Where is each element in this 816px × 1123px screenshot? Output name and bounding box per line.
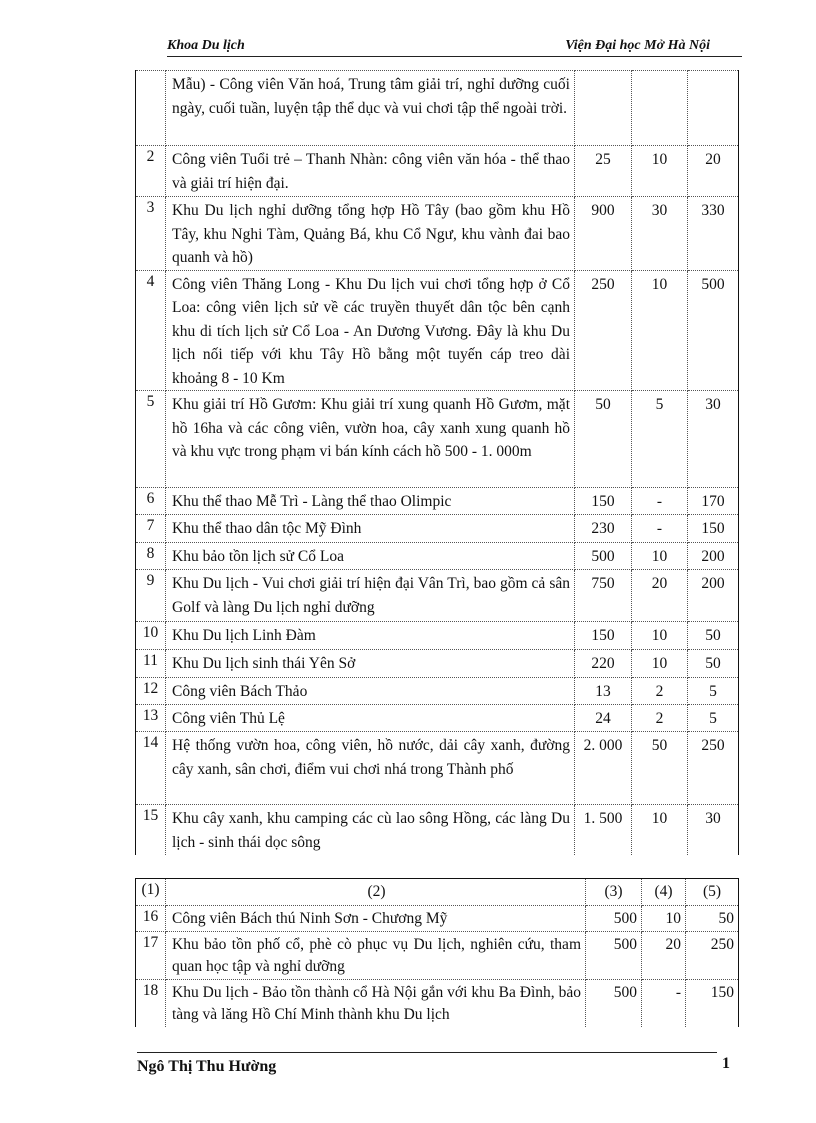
zone-name: Mẫu) - Công viên Văn hoá, Trung tâm giải trí, nghỉ dưỡng cuối ngày, cuối tuần, luyện tập thể dục và vui chơi tập thể ngoài trời. bbox=[166, 71, 575, 146]
table-row bbox=[136, 391, 739, 488]
value-col5: 20 bbox=[688, 146, 739, 197]
row-number: 6 bbox=[136, 488, 166, 515]
value-col4: 10 bbox=[632, 805, 688, 855]
column-header: (3) bbox=[586, 879, 642, 906]
zone-name: Công viên Thủ Lệ bbox=[166, 705, 575, 732]
table-row bbox=[136, 515, 739, 543]
table-header-row bbox=[136, 879, 739, 906]
table-row bbox=[136, 622, 739, 650]
zone-name: Hệ thống vườn hoa, công viên, hồ nước, dải cây xanh, đường cây xanh, sân chơi, điểm vui chơi nhá trong Thành phố bbox=[166, 732, 575, 805]
value-col4: 50 bbox=[632, 732, 688, 805]
zone-name: Khu giải trí Hồ Gươm: Khu giải trí xung quanh Hồ Gươm, mặt hồ 16ha và các công viên, vườn hoa, cây xanh xung quanh hồ và khu vực trong phạm vi bán kính cách hồ 500 - 1. 000m bbox=[166, 391, 575, 488]
zone-name: Khu Du lịch sinh thái Yên Sở bbox=[166, 650, 575, 678]
value-col5: 5 bbox=[688, 678, 739, 705]
area-value bbox=[575, 71, 632, 146]
header-faculty: Khoa Du lịch bbox=[167, 38, 245, 53]
table-row bbox=[136, 650, 739, 678]
tourism-zones-table bbox=[135, 70, 739, 855]
area-value: 150 bbox=[575, 622, 632, 650]
area-value: 500 bbox=[586, 906, 642, 932]
area-value: 500 bbox=[575, 543, 632, 570]
value-col4: 30 bbox=[632, 197, 688, 271]
column-header: (5) bbox=[686, 879, 739, 906]
area-value: 250 bbox=[575, 270, 632, 391]
value-col5: 250 bbox=[688, 732, 739, 805]
row-number: 10 bbox=[136, 622, 166, 650]
table-row bbox=[136, 805, 739, 855]
table-row bbox=[136, 979, 739, 1027]
page-number: 1 bbox=[722, 1055, 730, 1072]
value-col4: - bbox=[632, 488, 688, 515]
page-header bbox=[167, 36, 742, 57]
value-col4: 10 bbox=[632, 543, 688, 570]
value-col5: 330 bbox=[688, 197, 739, 271]
area-value: 24 bbox=[575, 705, 632, 732]
value-col4: 20 bbox=[642, 931, 686, 979]
row-number: 5 bbox=[136, 391, 166, 488]
row-number: 4 bbox=[136, 270, 166, 391]
zone-name: Khu thể thao Mễ Trì - Làng thể thao Olimpic bbox=[166, 488, 575, 515]
table-row bbox=[136, 197, 739, 271]
footer-author: Ngô Thị Thu Hường bbox=[137, 1058, 277, 1075]
area-value: 500 bbox=[586, 979, 642, 1027]
value-col4: 10 bbox=[632, 270, 688, 391]
table-row bbox=[136, 906, 739, 932]
value-col5: 5 bbox=[688, 705, 739, 732]
column-header: (2) bbox=[166, 879, 586, 906]
value-col4 bbox=[632, 71, 688, 146]
value-col4: - bbox=[632, 515, 688, 543]
zone-name: Khu thể thao dân tộc Mỹ Đình bbox=[166, 515, 575, 543]
footer-divider bbox=[137, 1052, 717, 1053]
row-number bbox=[136, 71, 166, 146]
area-value: 25 bbox=[575, 146, 632, 197]
value-col5 bbox=[688, 71, 739, 146]
row-number: 3 bbox=[136, 197, 166, 271]
value-col4: 10 bbox=[632, 146, 688, 197]
value-col4: 2 bbox=[632, 705, 688, 732]
value-col5: 170 bbox=[688, 488, 739, 515]
column-header: (1) bbox=[136, 879, 166, 906]
table-row bbox=[136, 543, 739, 570]
zone-name: Khu Du lịch nghỉ dưỡng tổng hợp Hồ Tây (bao gồm khu Hồ Tây, khu Nghi Tàm, Quảng Bá, khu Cổ Ngư, khu vành đai bao quanh và hồ) bbox=[166, 197, 575, 271]
area-value: 2. 000 bbox=[575, 732, 632, 805]
zone-name: Khu cây xanh, khu camping các cù lao sông Hồng, các làng Du lịch - sinh thái dọc sông bbox=[166, 805, 575, 855]
value-col4: 5 bbox=[632, 391, 688, 488]
table-row bbox=[136, 71, 739, 146]
value-col4: - bbox=[642, 979, 686, 1027]
area-value: 750 bbox=[575, 570, 632, 622]
value-col4: 10 bbox=[632, 622, 688, 650]
value-col5: 500 bbox=[688, 270, 739, 391]
table-row bbox=[136, 488, 739, 515]
value-col5: 30 bbox=[688, 805, 739, 855]
zone-name: Công viên Thăng Long - Khu Du lịch vui chơi tổng hợp ở Cổ Loa: công viên lịch sử về các truyền thuyết dân tộc bên cạnh khu di tích lịch sử Cổ Loa - An Dương Vương. Đây là khu Du lịch nối tiếp với khu Tây Hồ bằng một tuyến cáp treo dài khoảng 8 - 10 Km bbox=[166, 270, 575, 391]
area-value: 50 bbox=[575, 391, 632, 488]
table-row bbox=[136, 732, 739, 805]
zone-name: Khu Du lịch Linh Đàm bbox=[166, 622, 575, 650]
zone-name: Công viên Tuổi trẻ – Thanh Nhàn: công viên văn hóa - thể thao và giải trí hiện đại. bbox=[166, 146, 575, 197]
row-number: 16 bbox=[136, 906, 166, 932]
area-value: 13 bbox=[575, 678, 632, 705]
row-number: 18 bbox=[136, 979, 166, 1027]
row-number: 11 bbox=[136, 650, 166, 678]
row-number: 8 bbox=[136, 543, 166, 570]
tourism-zones-table-continued bbox=[135, 878, 739, 1027]
row-number: 14 bbox=[136, 732, 166, 805]
row-number: 2 bbox=[136, 146, 166, 197]
row-number: 15 bbox=[136, 805, 166, 855]
area-value: 1. 500 bbox=[575, 805, 632, 855]
value-col5: 30 bbox=[688, 391, 739, 488]
zone-name: Khu Du lịch - Bảo tồn thành cổ Hà Nội gắn với khu Ba Đình, bảo tàng và lăng Hồ Chí Minh thành khu Du lịch bbox=[166, 979, 586, 1027]
value-col4: 10 bbox=[642, 906, 686, 932]
table-row bbox=[136, 570, 739, 622]
table-row bbox=[136, 931, 739, 979]
value-col5: 150 bbox=[686, 979, 739, 1027]
row-number: 7 bbox=[136, 515, 166, 543]
value-col5: 150 bbox=[688, 515, 739, 543]
zone-name: Khu bảo tồn phố cổ, phè cò phục vụ Du lịch, nghiên cứu, tham quan học tập và nghỉ dưỡng bbox=[166, 931, 586, 979]
value-col5: 250 bbox=[686, 931, 739, 979]
row-number: 13 bbox=[136, 705, 166, 732]
value-col5: 200 bbox=[688, 543, 739, 570]
zone-name: Khu Du lịch - Vui chơi giải trí hiện đại Vân Trì, bao gồm cả sân Golf và làng Du lịch nghỉ dưỡng bbox=[166, 570, 575, 622]
value-col4: 20 bbox=[632, 570, 688, 622]
area-value: 500 bbox=[586, 931, 642, 979]
row-number: 9 bbox=[136, 570, 166, 622]
zone-name: Công viên Bách thú Ninh Sơn - Chương Mỹ bbox=[166, 906, 586, 932]
value-col5: 50 bbox=[688, 650, 739, 678]
area-value: 150 bbox=[575, 488, 632, 515]
value-col4: 10 bbox=[632, 650, 688, 678]
row-number: 12 bbox=[136, 678, 166, 705]
zone-name: Công viên Bách Thảo bbox=[166, 678, 575, 705]
value-col5: 200 bbox=[688, 570, 739, 622]
area-value: 230 bbox=[575, 515, 632, 543]
zone-name: Khu bảo tồn lịch sử Cổ Loa bbox=[166, 543, 575, 570]
area-value: 220 bbox=[575, 650, 632, 678]
value-col5: 50 bbox=[688, 622, 739, 650]
header-institute: Viện Đại học Mở Hà Nội bbox=[565, 38, 710, 53]
table-row bbox=[136, 270, 739, 391]
area-value: 900 bbox=[575, 197, 632, 271]
table-row bbox=[136, 705, 739, 732]
row-number: 17 bbox=[136, 931, 166, 979]
value-col5: 50 bbox=[686, 906, 739, 932]
value-col4: 2 bbox=[632, 678, 688, 705]
table-row bbox=[136, 678, 739, 705]
column-header: (4) bbox=[642, 879, 686, 906]
table-row bbox=[136, 146, 739, 197]
